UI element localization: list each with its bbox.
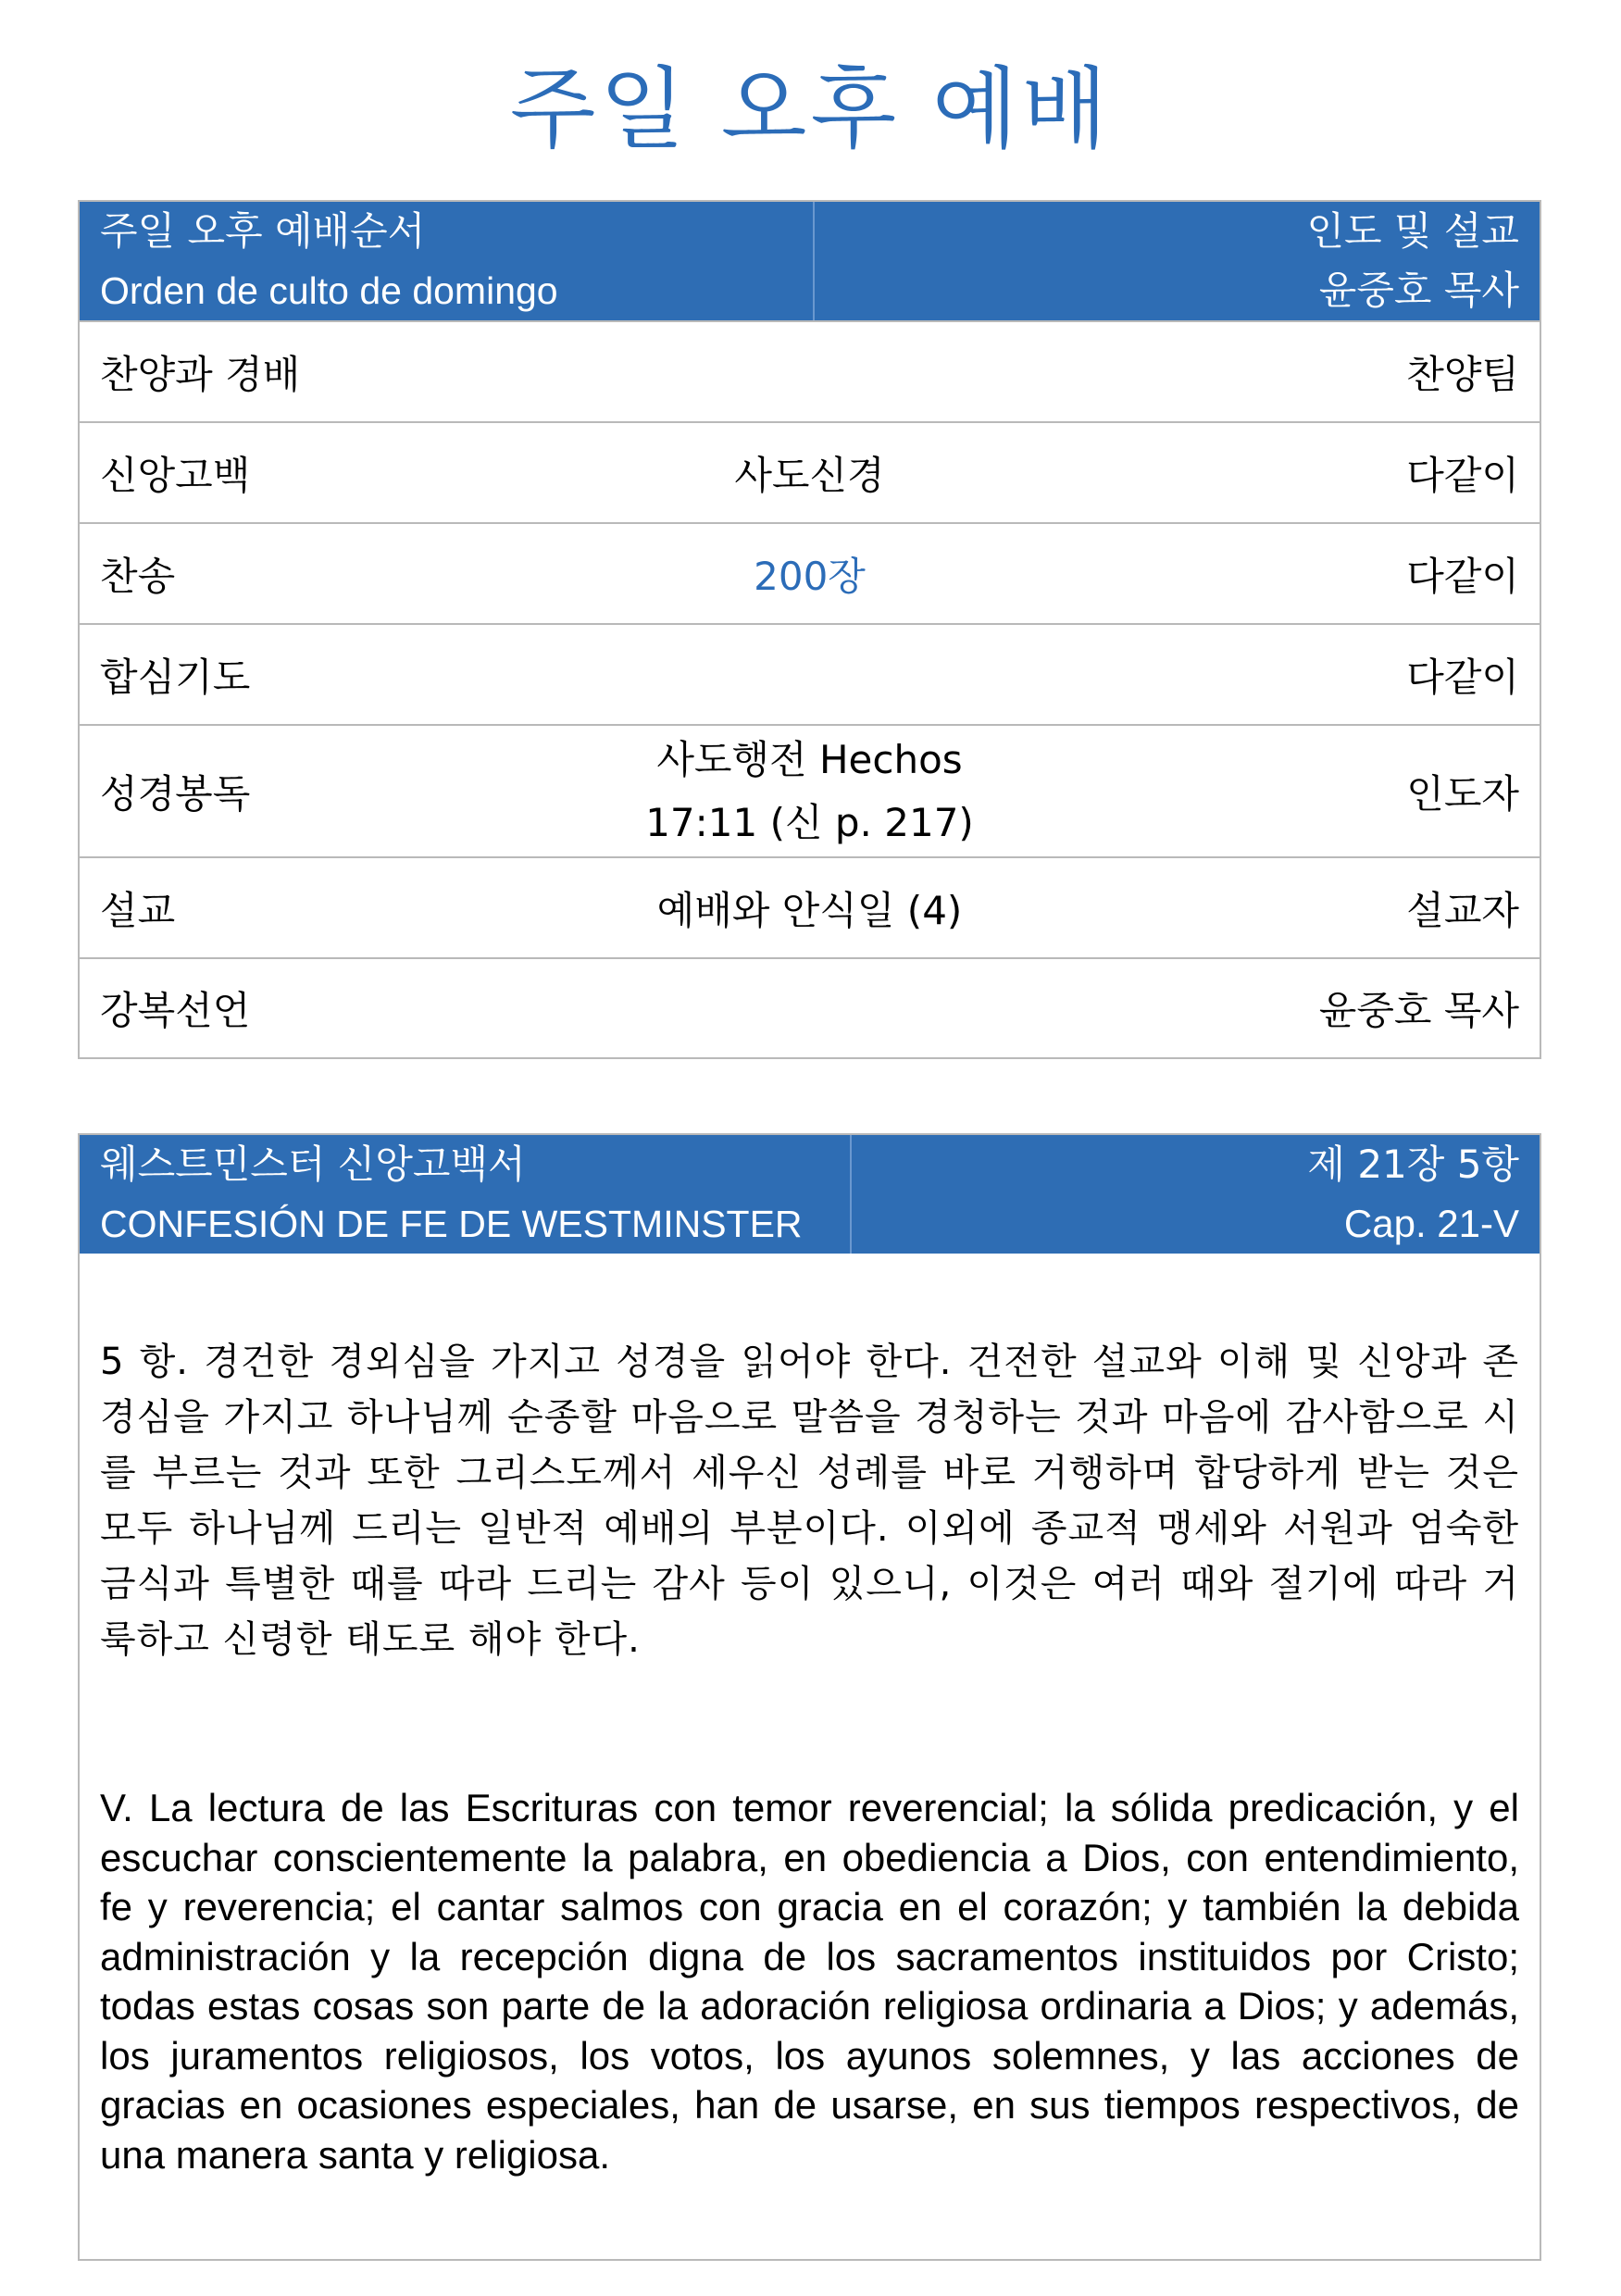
row-item: 설교: [100, 887, 176, 933]
confession-title-korean: 웨스트민스터 신앙고백서: [100, 1142, 526, 1187]
row-item: 합심기도: [100, 654, 251, 700]
header-divider: [850, 1135, 852, 1254]
table-row: [80, 856, 1540, 957]
row-leader: 윤중호 목사: [1318, 988, 1519, 1033]
header-divider: [813, 202, 815, 320]
row-content: 사도신경: [734, 452, 885, 498]
row-item: 찬양과 경배: [100, 351, 301, 397]
row-content: [450, 322, 1169, 421]
table-row: [80, 320, 1540, 421]
confession-text-spanish: V. La lectura de las Escrituras con temor reverencial; la sólida predicación, y el escuchar conscientemente la palabra, en obediencia a Dios, con entendimiento, fe y reverencia; el cantar salmos con gracia en el corazón; y también la debida administración y la recepción digna de los sacramentos instituidos por Cristo; todas estas cosas son parte de la adoración religiosa ordinaria a Dios; y además, los juramentos religiosos, los votos, los ayunos solemnes, y las acciones de gracias en ocasiones especiales, han de usarse, en sus tiempos respectivos, de una manera santa y religiosa.: [100, 1786, 1519, 2177]
chapter-korean: 제 21장 5항: [1307, 1142, 1519, 1187]
row-item: 찬송: [100, 553, 176, 599]
hymn-number: 200장: [754, 553, 866, 599]
chapter-spanish: Cap. 21-V: [1343, 1202, 1519, 1245]
row-content: [450, 959, 1169, 1057]
westminster-confession-box: [78, 1133, 1541, 2261]
row-item: 강복선언: [100, 988, 251, 1033]
confession-text-korean: 5 항. 경건한 경외심을 가지고 성경을 읽어야 한다. 건전한 설교와 이해 및 신앙과 존경심을 가지고 하나님께 순종할 마음으로 말씀을 경청하는 것과 마음에 감사함으로 시를 부르는 것과 또한 그리스도께서 세우신 성례를 바로 거행하며 합당하게 받는 것은 모두 하나님께 드리는 일반적 예배의 부분이다. 이외에 종교적 맹세와 서원과 엄숙한 금식과 특별한 때를 따라 드리는 감사 등이 있으니, 이것은 여러 때와 절기에 따라 거룩하고 신령한 태도로 해야 한다.: [100, 1341, 1519, 1661]
table-row: [80, 623, 1540, 724]
row-leader: 인도자: [1406, 770, 1519, 817]
scripture-reference: [450, 726, 1169, 856]
worship-order-header: [80, 202, 1540, 320]
row-item: 성경봉독: [100, 770, 251, 817]
row-leader: 다같이: [1406, 553, 1519, 599]
row-leader: 다같이: [1406, 654, 1519, 700]
leader-label: 인도 및 설교: [1306, 208, 1519, 254]
sermon-title: 예배와 안식일 (4): [656, 887, 963, 933]
table-row: [80, 724, 1540, 856]
table-row: [80, 957, 1540, 1057]
worship-order-table: [78, 200, 1541, 1059]
row-leader: 찬양팀: [1406, 351, 1519, 397]
scripture-book: 사도행전 Hechos: [656, 736, 963, 782]
worship-order-title-korean: 주일 오후 예배순서: [100, 208, 426, 254]
confession-title-spanish: CONFESIÓN DE FE DE WESTMINSTER: [100, 1203, 803, 1245]
pastor-name: 윤중호 목사: [1318, 268, 1519, 313]
row-item: 신앙고백: [100, 452, 251, 498]
page-title: 주일 오후 예배: [509, 57, 1112, 161]
row-content: [450, 625, 1169, 724]
scripture-verse: 17:11 (신 p. 217): [645, 799, 974, 845]
confession-header: [80, 1135, 1540, 1254]
worship-order-title-spanish: Orden de culto de domingo: [100, 269, 558, 312]
row-leader: 다같이: [1406, 452, 1519, 498]
row-leader: 설교자: [1406, 887, 1519, 933]
table-row: [80, 421, 1540, 522]
table-row: [80, 522, 1540, 623]
